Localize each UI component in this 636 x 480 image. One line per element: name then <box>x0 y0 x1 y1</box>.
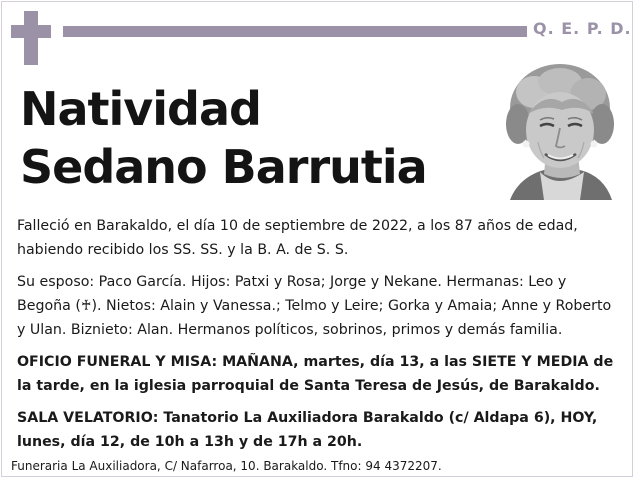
wake-room-info: SALA VELATORIO: Tanatorio La Auxiliadora Barakaldo (c/ Aldapa 6), HOY, lunes, día 12, de 10h a 13h y de 17h a 20h. <box>17 410 598 450</box>
funeral-info: OFICIO FUNERAL Y MISA: MAÑANA, martes, día 13, a las SIETE Y MEDIA de la tarde, en la iglesia parroquial de Santa Teresa de Jesús, de Barakaldo. <box>17 354 614 394</box>
header-divider <box>63 26 527 37</box>
deceased-name <box>20 80 427 196</box>
name-line-2: Sedano Barrutia <box>20 140 427 194</box>
death-announcement: Falleció en Barakaldo, el día 10 de septiembre de 2022, a los 87 años de edad, habiendo recibido los SS. SS. y la B. A. de S. S. <box>17 218 578 258</box>
name-line-1: Natividad <box>20 82 261 136</box>
family-list: Su esposo: Paco García. Hijos: Patxi y Rosa; Jorge y Nekane. Hermanas: Leo y Begoña (♰). Nietos: Alain y Vanessa.; Telmo y Leire; Gorka y Amaia; Anne y Roberto y Ulan. Biznieto: Alan. Hermanos políticos, sobrinos, primos y demás familia. <box>17 274 612 338</box>
cross-icon <box>11 11 51 65</box>
funeral-home-footer: Funeraria La Auxiliadora, C/ Nafarroa, 10. Barakaldo. Tfno: 94 4372207. <box>11 459 442 473</box>
qepd-label: Q. E. P. D. <box>533 19 632 38</box>
portrait-photo <box>500 62 616 200</box>
obituary-text <box>17 214 621 462</box>
